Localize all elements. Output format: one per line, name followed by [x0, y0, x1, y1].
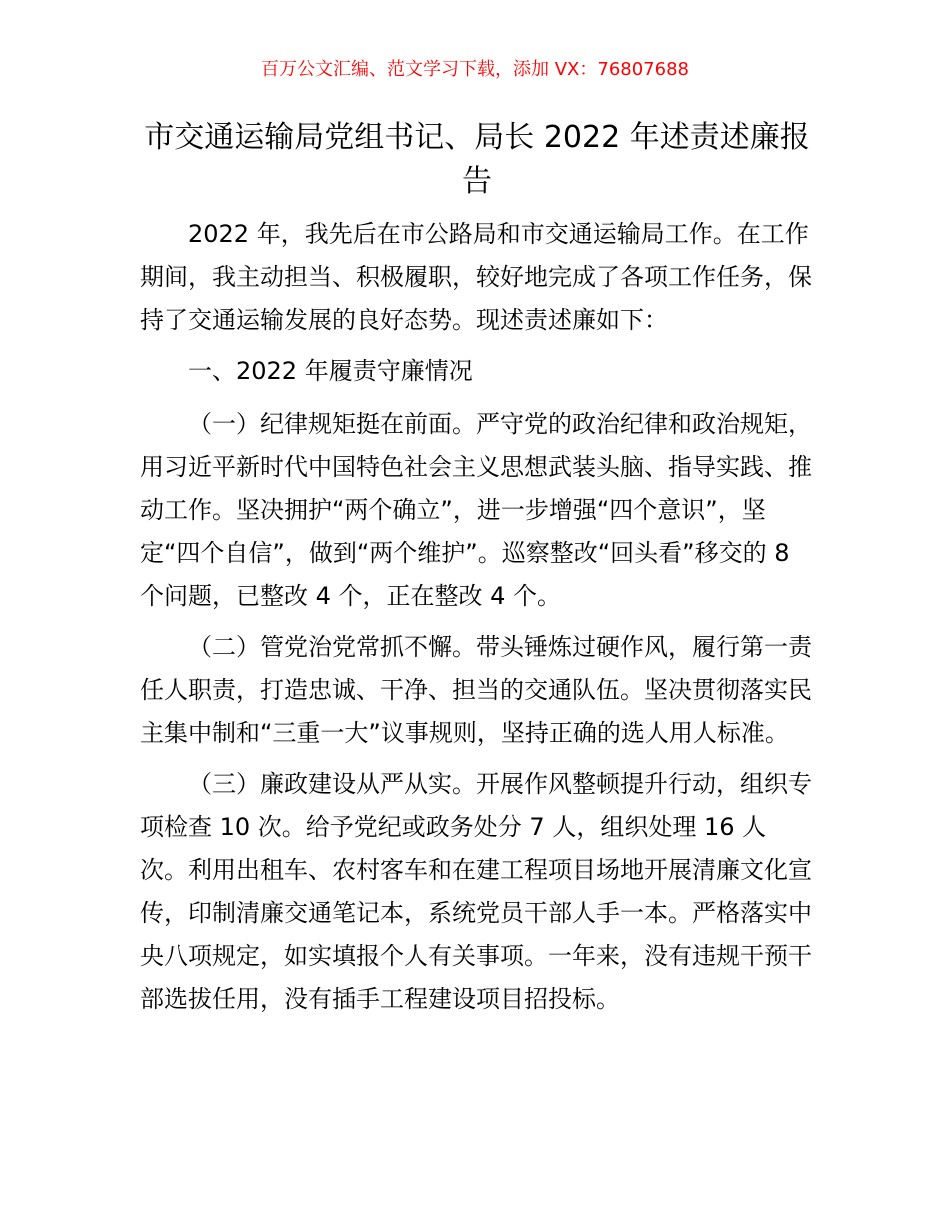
body-paragraph: （三）廉政建设从严从实。开展作风整顿提升行动，组织专项检查 10 次。给予党纪或政务处分 7 人，组织处理 16 人次。利用出租车、农村客车和在建工程项目场地开展清廉文化宣传，印制清廉交通笔记本，系统党员干部人手一本。严格落实中央八项规定，如实填报个人有关事项。一年来，没有违规干预干部选拔任用，没有插手工程建设项目招投标。 [140, 770, 812, 1013]
section-heading: 一、2022 年履责守廉情况 [188, 357, 473, 385]
intro-paragraph: 2022 年，我先后在市公路局和市交通运输局工作。在工作期间，我主动担当、积极履职，较好地完成了各项工作任务，保持了交通运输发展的良好态势。现述责述廉如下： [140, 220, 812, 334]
body-paragraph: （一）纪律规矩挺在前面。严守党的政治纪律和政治规矩，用习近平新时代中国特色社会主义思想武装头脑、指导实践、推动工作。坚决拥护“两个确立”，进一步增强“四个意识”，坚定“四个自信”，做到“两个维护”。巡察整改“回头看”移交的 8 个问题，已整改 4 个，正在整改 4 个。 [140, 410, 812, 610]
document-body [140, 213, 812, 1029]
body-paragraph: （二）管党治党常抓不懈。带头锤炼过硬作风，履行第一责任人职责，打造忠诚、干净、担当的交通队伍。坚决贯彻落实民主集中制和“三重一大”议事规则，坚持正确的选人用人标准。 [140, 633, 812, 747]
header-banner: 百万公文汇编、范文学习下载，添加 VX：76807688 [261, 59, 689, 80]
document-title: 市交通运输局党组书记、局长 2022 年述责述廉报告 [144, 120, 810, 199]
